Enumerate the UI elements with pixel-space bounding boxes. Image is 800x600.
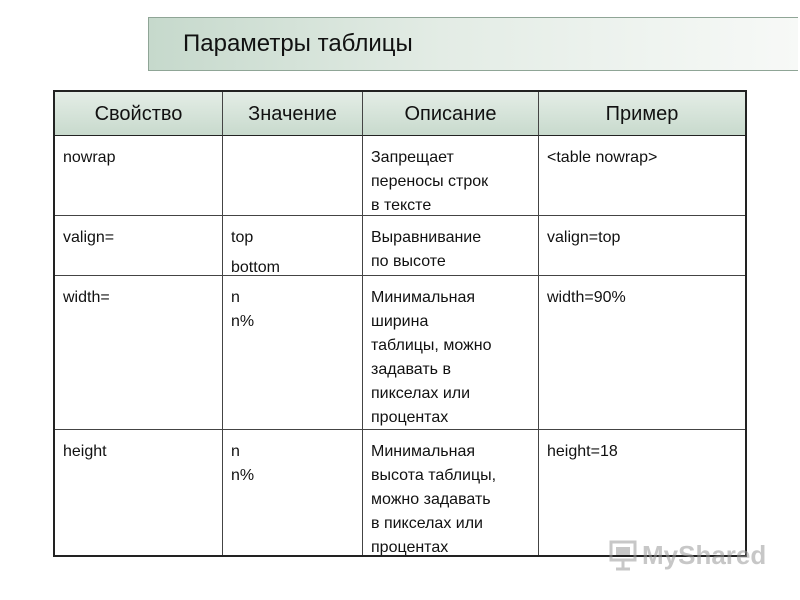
watermark [608,538,766,572]
table-row-cell-description: Минимальная высота таблицы, можно задавать в пикселах или процентах [363,430,539,555]
table-row-cell-property: nowrap [55,136,223,216]
table-row-cell-example: height=18 [547,443,618,460]
header-description: Описание [363,92,539,136]
table-row-cell-example: valign=top [539,216,745,276]
table-row-cell-value: n n% [223,430,363,555]
table-row-cell-property: valign= [55,216,223,276]
table-row-cell-example: width=90% [539,276,745,430]
header-example: Пример [539,92,745,136]
table-row-cell-value: n n% [223,276,363,430]
table-row-cell-value [223,136,363,216]
presentation-board-icon [608,539,638,571]
page-title: Параметры таблицы [183,30,413,57]
watermark-text: MyShared [642,539,767,570]
table-row-cell-description: Выравнивание по высоте [363,216,539,276]
header-property: Свойство [55,92,223,136]
title-banner [148,17,798,71]
table-row-cell-description: Запрещает переносы строк в тексте [363,136,539,216]
table-row-cell-property: width= [55,276,223,430]
table-row-cell-property: height [55,430,223,555]
table-row-cell-description: Минимальная ширина таблицы, можно задавать в пикселах или процентах [363,276,539,430]
header-value: Значение [223,92,363,136]
table-row-cell-value: top bottom [223,216,363,276]
parameters-table [53,90,747,557]
table-row-cell-example: <table nowrap> [539,136,745,216]
